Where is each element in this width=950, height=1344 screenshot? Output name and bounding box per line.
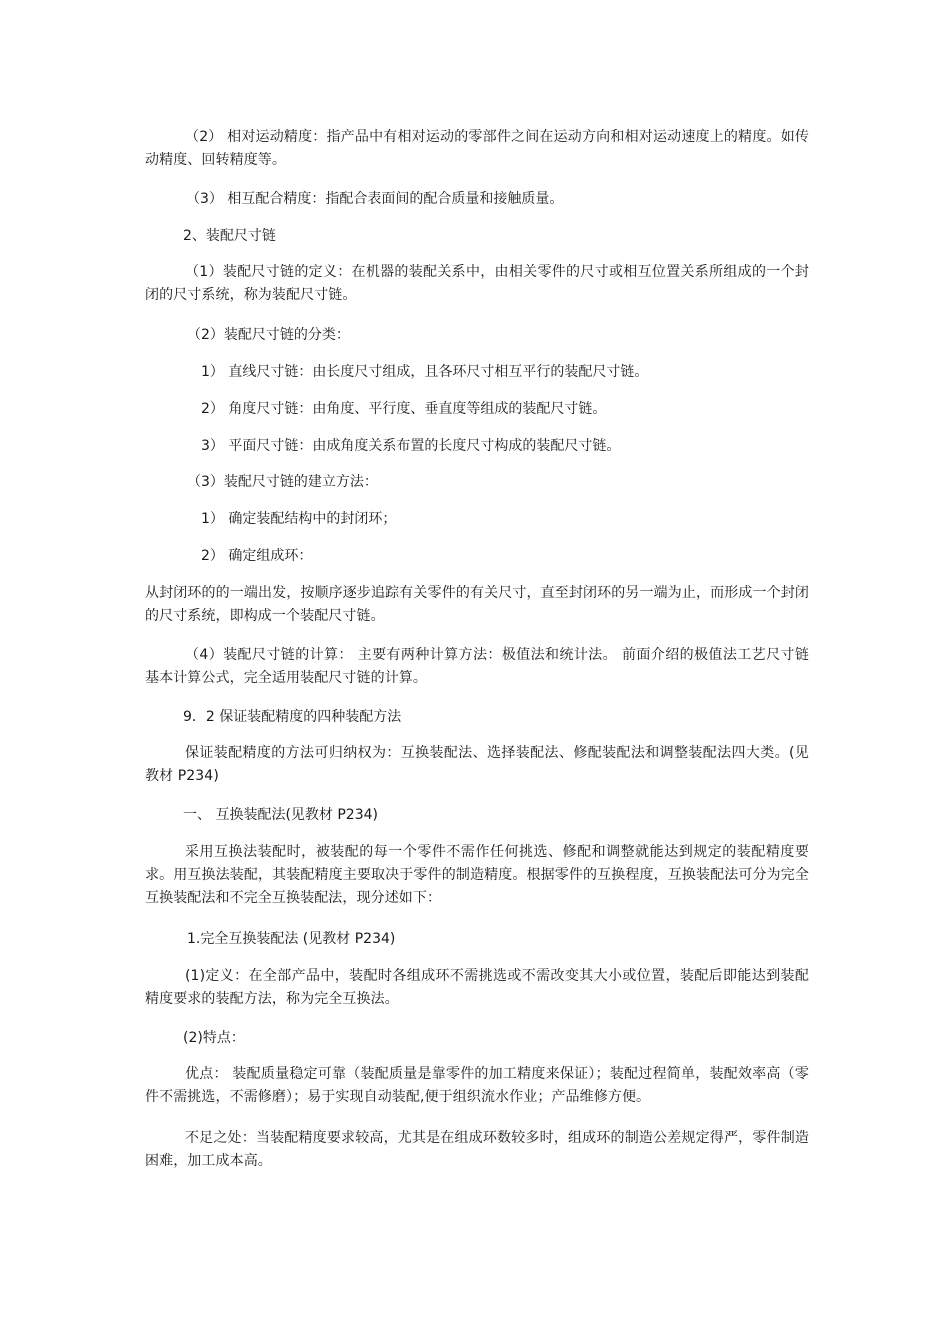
paragraph-relative-motion-precision: （2） 相对运动精度：指产品中有相对运动的零部件之间在运动方向和相对运动速度上的精度。如传动精度、回转精度等。	[145, 129, 809, 168]
heading-section-9-2: 9．2 保证装配精度的四种装配方法	[183, 709, 402, 725]
list-item-closed-ring: 1） 确定装配结构中的封闭环；	[201, 511, 397, 527]
paragraph-four-methods: 保证装配精度的方法可归纳权为：互换装配法、选择装配法、修配装配法和调整装配法四大类。(见教材 P234)	[145, 745, 809, 784]
paragraph-complete-interchange-definition: (1)定义：在全部产品中，装配时各组成环不需挑选或不需改变其大小或位置，装配后即能达到装配精度要求的装配方法，称为完全互换法。	[145, 968, 809, 1007]
paragraph-chain-establish-method: （3）装配尺寸链的建立方法：	[187, 474, 378, 490]
paragraph-advantages: 优点： 装配质量稳定可靠（装配质量是靠零件的加工精度来保证）；装配过程简单，装配效率高（零件不需挑选，不需修磨）；易于实现自动装配,便于组织流水作业；产品维修方便。	[145, 1066, 809, 1105]
paragraph-chain-calculation: （4）装配尺寸链的计算： 主要有两种计算方法：极值法和统计法。 前面介绍的极值法工艺尺寸链基本计算公式，完全适用装配尺寸链的计算。	[145, 647, 809, 686]
paragraph-mating-precision: （3） 相互配合精度：指配合表面间的配合质量和接触质量。	[186, 191, 564, 207]
paragraph-trace-chain: 从封闭环的的一端出发，按顺序逐步追踪有关零件的有关尺寸，直至封闭环的另一端为止，而形成一个封闭的尺寸系统，即构成一个装配尺寸链。	[145, 585, 809, 624]
heading-complete-interchange: 1.完全互换装配法 (见教材 P234)	[187, 931, 396, 947]
list-item-linear-chain: 1） 直线尺寸链：由长度尺寸组成，且各环尺寸相互平行的装配尺寸链。	[201, 364, 649, 380]
paragraph-chain-definition: （1）装配尺寸链的定义：在机器的装配关系中，由相关零件的尺寸或相互位置关系所组成的一个封闭的尺寸系统，称为装配尺寸链。	[145, 264, 809, 303]
list-item-planar-chain: 3） 平面尺寸链：由成角度关系布置的长度尺寸构成的装配尺寸链。	[201, 438, 621, 454]
heading-assembly-dimension-chain: 2、装配尺寸链	[183, 228, 276, 244]
paragraph-interchange-description: 采用互换法装配时，被装配的每一个零件不需作任何挑选、修配和调整就能达到规定的装配精度要求。用互换法装配，其装配精度主要取决于零件的制造精度。根据零件的互换程度，互换装配法可分为完全互换装配法和不完全互换装配法，现分述如下：	[145, 844, 809, 906]
paragraph-disadvantages: 不足之处：当装配精度要求较高，尤其是在组成环数较多时，组成环的制造公差规定得严，零件制造困难，加工成本高。	[145, 1130, 809, 1169]
heading-interchange-method: 一、 互换装配法(见教材 P234)	[183, 807, 378, 823]
paragraph-chain-classification: （2）装配尺寸链的分类：	[187, 327, 350, 343]
list-item-angular-chain: 2） 角度尺寸链：由角度、平行度、垂直度等组成的装配尺寸链。	[201, 401, 607, 417]
list-item-component-ring: 2） 确定组成环：	[201, 548, 313, 564]
paragraph-features-label: (2)特点：	[183, 1030, 245, 1046]
